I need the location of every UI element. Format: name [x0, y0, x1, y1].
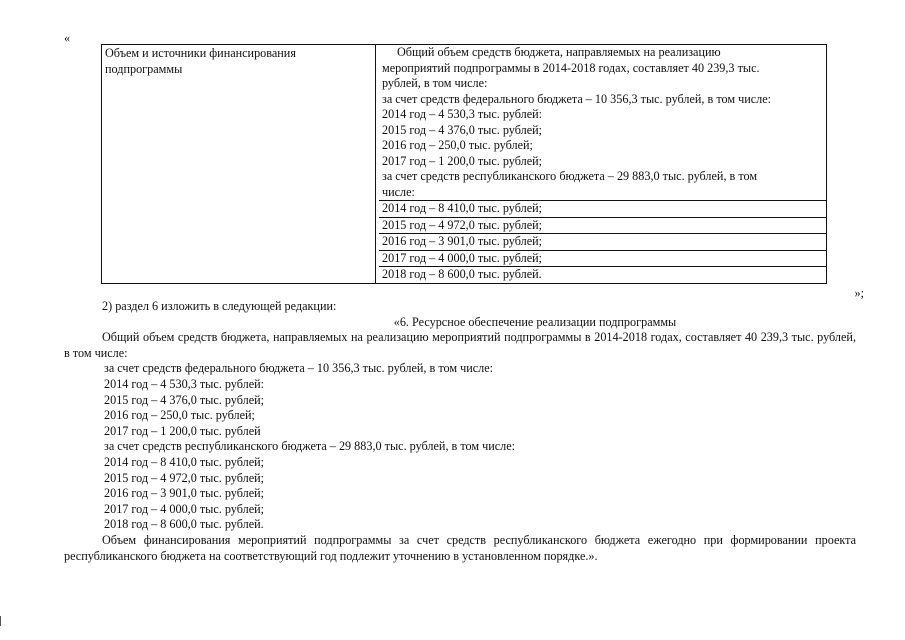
table-line: мероприятий подпрограммы в 2014-2018 годах, составляет 40 239,3 тыс. [382, 60, 760, 75]
section-heading: «6. Ресурсное обеспечение реализации подпрограммы [393, 314, 677, 329]
republic-year-line: 2017 год – 4 000,0 тыс. рублей; [104, 501, 265, 516]
table-line: 2015 год – 4 972,0 тыс. рублей; [379, 218, 826, 235]
section-6-text [64, 299, 856, 564]
federal-budget-line: за счет средств федерального бюджета – 10 356,3 тыс. рублей, в том числе: [104, 361, 494, 376]
republic-year-line: 2014 год – 8 410,0 тыс. рублей; [104, 454, 265, 469]
closing-paragraph: Объем финансирования мероприятий подпрограммы за счет средств республиканского бюджета ежегодно при формировании проекта республиканского бюджета на соответствующий год подлежит уточнению в установленном порядке.». [64, 532, 856, 563]
table-line: Общий объем средств бюджета, направляемых на реализацию [397, 45, 721, 59]
federal-year-line: 2017 год – 1 200,0 тыс. рублей [104, 423, 261, 438]
table-line: за счет средств федерального бюджета – 10 356,3 тыс. рублей, в том числе: [382, 91, 772, 106]
table-line: рублей, в том числе: [382, 76, 488, 90]
republic-year-line: 2015 год – 4 972,0 тыс. рублей; [104, 470, 265, 485]
financing-table [101, 44, 827, 284]
amendment-item: 2) раздел 6 изложить в следующей редакции: [102, 299, 337, 313]
opening-quote-mark: « [64, 31, 71, 45]
table-line: 2017 год – 1 200,0 тыс. рублей; [382, 153, 543, 168]
table-line: 2014 год – 4 530,3 тыс. рублей: [382, 107, 543, 121]
financing-label-cell: Объем и источники финансирования подпрограммы [102, 45, 376, 284]
federal-year-line: 2014 год – 4 530,3 тыс. рублей: [104, 376, 265, 391]
table-line: 2018 год – 8 600,0 тыс. рублей. [382, 267, 542, 281]
table-line: 2016 год – 3 901,0 тыс. рублей; [379, 234, 826, 251]
federal-year-line: 2015 год – 4 376,0 тыс. рублей; [104, 392, 265, 407]
table-line: за счет средств республиканского бюджета – 29 883,0 тыс. рублей, в том [382, 169, 758, 183]
republic-year-line: 2018 год – 8 600,0 тыс. рублей. [104, 517, 264, 532]
closing-quote-mark: »; [854, 286, 864, 300]
table-line: числе: [379, 185, 826, 202]
financing-details-cell [376, 45, 827, 284]
republic-year-line: 2016 год – 3 901,0 тыс. рублей; [104, 486, 265, 501]
republic-budget-line: за счет средств республиканского бюджета – 29 883,0 тыс. рублей, в том числе: [104, 439, 516, 454]
table-row [102, 45, 827, 284]
table-line: 2014 год – 8 410,0 тыс. рублей; [379, 201, 826, 218]
table-line: 2015 год – 4 376,0 тыс. рублей; [382, 122, 543, 137]
table-line: 2017 год – 4 000,0 тыс. рублей; [379, 251, 826, 268]
scan-edge-mark [0, 616, 1, 626]
intro-paragraph: Общий объем средств бюджета, направляемых на реализацию мероприятий подпрограммы в 2014-2018 годах, составляет 40 239,3 тыс. рублей, в том числе: [64, 330, 856, 360]
table-line: 2016 год – 250,0 тыс. рублей; [382, 138, 533, 152]
federal-year-line: 2016 год – 250,0 тыс. рублей; [104, 408, 255, 423]
